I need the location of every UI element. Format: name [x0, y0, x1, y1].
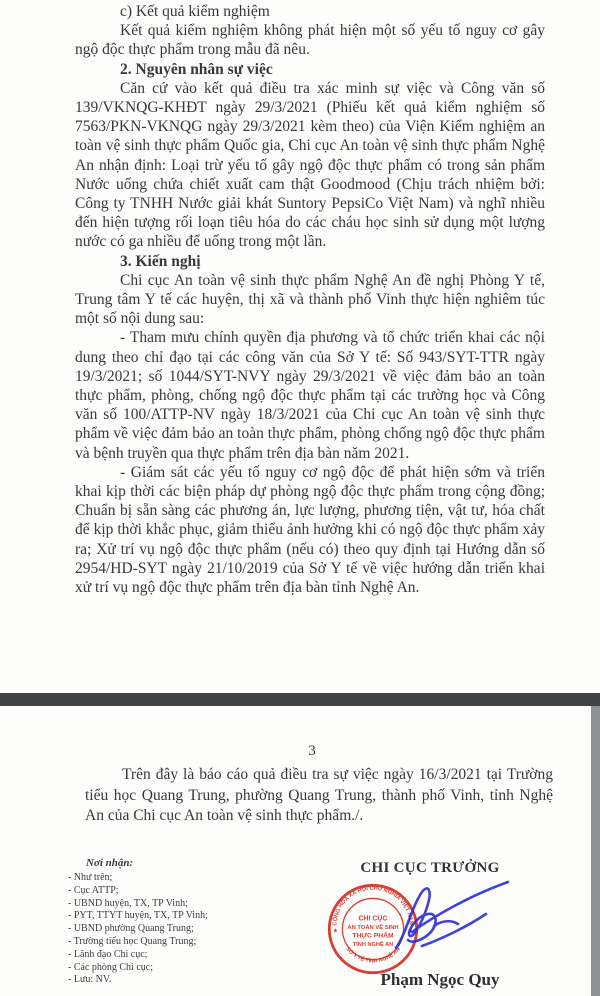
signature-ink-icon [382, 876, 517, 962]
page-divider-band [0, 693, 600, 706]
closing-paragraph-wrap [85, 765, 553, 827]
paragraph-test-results: Kết quả kiểm nghiệm không phát hiện một số yếu tố nguy cơ gây ngộ độc thực phẩm trong mẫu đã nêu. [75, 22, 545, 59]
stamp-center-line: CHI CỤC [358, 915, 388, 923]
stamp-center-line: TỈNH NGHỆ AN [352, 941, 394, 948]
stamp-star-right-icon: ★ [407, 927, 413, 935]
signer-title: CHI CỤC TRƯỞNG [360, 860, 500, 876]
stamp-center-line: AN TOÀN VỆ SINH [347, 925, 399, 931]
stamp-ring-text-top: CỘNG HÒA XÃ HỘI CHỦ NGHĨA VIỆT NAM [332, 885, 414, 926]
recipient-item: - UBND phường Quang Trung; [68, 923, 194, 935]
paragraph-recommendation-2: - Giám sát các yếu tố nguy cơ ngộ độc để phát hiện sớm và triển khai kịp thời các biện pháp dự phòng ngộ độc thực phẩm trong cộng đồng; Chuẩn bị sẵn sàng các phương án, lực lượng, phương tiện, vật tư, hóa chất để kịp thời khắc phục, giảm thiểu ảnh hưởng khi có ngộ độc thực phẩm xảy ra; Xử trí vụ ngộ độc thực phẩm (nếu có) theo quy định tại Hướng dẫn số 2954/HD-SYT ngày 21/10/2019 của Sở Y tế về việc hướng dẫn triển khai xử trí vụ ngộ độc thực phẩm trên địa bàn tỉnh Nghệ An. [75, 463, 545, 597]
stamp-star-left-icon: ★ [332, 927, 339, 935]
paragraph-recommendation-intro: Chi cục An toàn vệ sinh thực phẩm Nghệ An đề nghị Phòng Y tế, Trung tâm Y tế các huyện, thị xã và thành phố Vinh thực hiện nghiêm túc một số nội dung sau: [75, 271, 545, 328]
recipient-item: - Cục ATTP; [68, 884, 119, 896]
recipient-item: - Trường tiểu học Quang Trung; [68, 935, 197, 947]
recipient-item: - Lưu: NV. [68, 974, 112, 986]
recipients-block [68, 857, 318, 987]
section-3-heading: 3. Kiến nghị [120, 252, 201, 270]
signer-name: Phạm Ngọc Quy [380, 970, 500, 989]
stamp-center-line: THỰC PHẨM [352, 932, 394, 940]
recipient-item: - Như trên; [68, 872, 113, 883]
page-number: 3 [308, 743, 316, 759]
recipients-heading: Nơi nhận: [86, 857, 134, 869]
recipient-item: - PYT, TTYT huyện, TX, TP Vinh; [68, 910, 208, 922]
section-2-heading: 2. Nguyên nhân sự việc [120, 60, 273, 78]
document-text-column [75, 2, 545, 597]
paragraph-recommendation-1: - Tham mưu chính quyền địa phương và tổ chức triển khai các nội dung theo chỉ đạo tại các công văn của Sở Y tế: Số 943/SYT-TTR ngày 19/3/2021; số 1044/SYT-NVY ngày 29/3/2021 về việc đảm bảo an toàn thực phẩm, phòng, chống ngộ độc thực phẩm tại các trường học và Công văn số 100/ATTP-NV ngày 18/3/2021 của Chi cục An toàn vệ sinh thực phẩm về việc đảm bảo an toàn thực phẩm, phòng chống ngộ độc thực phẩm và bệnh truyền qua thực phẩm trên địa bàn năm 2021. [75, 329, 545, 462]
recipient-item: - Các phòng Chi cục; [68, 961, 153, 973]
section-c-heading: c) Kết quả kiểm nghiệm [120, 3, 270, 20]
stamp-ring-text-bottom: SỞ Y TẾ TỈNH NGHỆ AN [344, 946, 402, 965]
recipient-item: - UBND huyện, TX, TP Vinh; [68, 897, 188, 909]
closing-paragraph: Trên đây là báo cáo quả điều tra sự việc ngày 16/3/2021 tại Trường tiểu học Quang Trung, phường Quang Trung, thành phố Vinh, tỉnh Nghệ An của Chi cục An toàn vệ sinh thực phẩm./. [85, 766, 553, 824]
recipient-item: - Lãnh đạo Chi cục; [68, 948, 148, 960]
paragraph-cause: Căn cứ vào kết quả điều tra xác minh sự việc và Công văn số 139/VKNQG-KHĐT ngày 29/3/2021 (Phiếu kết quả kiểm nghiệm số 7563/PKN-VKNQG ngày 29/3/2021 kèm theo) của Viện Kiểm nghiệm an toàn vệ sinh thực phẩm Quốc gia, Chi cục An toàn vệ sinh thực phẩm Nghệ An nhận định: Loại trừ yếu tố gây ngộ độc thực phẩm có trong sản phẩm Nước uống chứa chiết xuất cam thật Goodmood (Chịu trách nhiệm bởi: Công ty TNHH Nước giải khát Suntory PepsiCo Việt Nam) và nghĩ nhiều đến hiện tượng rối loạn tiêu hóa do các cháu học sinh sử dụng một lượng nước có ga nhiều để uống trong một lần. [75, 79, 545, 251]
